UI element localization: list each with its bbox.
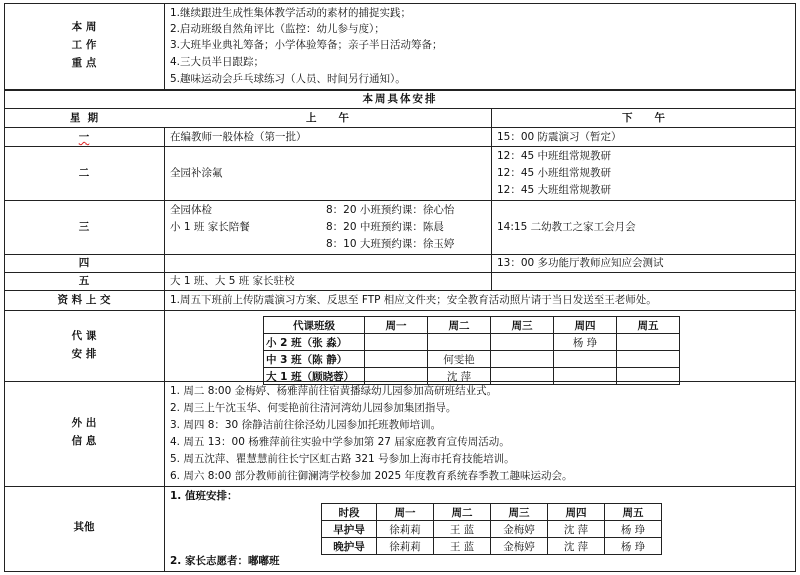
pm-event: 13：00 多功能厅教师应知应会测试 [497, 257, 664, 269]
outing-item: 2. 周三上午沈玉华、何雯艳前往清河湾幼儿园参加集团指导。 [170, 402, 457, 414]
pm-event: 15：00 防震演习（暂定） [497, 131, 622, 143]
outing-item: 5. 周五沈萍、瞿慧慧前往长宁区虹古路 321 号参加上海市托育技能培训。 [170, 453, 515, 465]
am-event: 在编教师一般体检（第一批） [170, 131, 307, 143]
divider [4, 146, 796, 147]
divider [491, 108, 492, 290]
divider [4, 486, 796, 487]
divider [4, 127, 796, 128]
divider [4, 310, 796, 311]
divider [4, 254, 796, 255]
other-label: 其他 [73, 521, 95, 533]
am-event: 全园体检 [170, 204, 212, 216]
day-column-header: 星 期 [69, 112, 99, 124]
focus-item: 4.三大员半日跟踪； [170, 56, 265, 68]
day-thursday: 四 [78, 257, 90, 269]
divider [164, 290, 165, 572]
outing-item: 6. 周六 8:00 部分教师前往御澜湾学校参加 2025 年度教育系统春季教工趣味运动会。 [170, 470, 573, 482]
am-event: 8：10 大班预约课：徐玉婷 [326, 238, 455, 250]
focus-item: 1.继续跟进生成性集体教学活动的素材的捕捉实践； [170, 7, 412, 19]
table-header-row: 时段 周一 周二 周三 周四 周五 [322, 504, 662, 521]
am-event: 小 1 班 家长陪餐 [170, 221, 250, 233]
volunteer-text: 2. 家长志愿者：嘟嘟班 [170, 555, 280, 567]
table-row: 早护导 徐莉莉 王 蓝 金梅婷 沈 萍 杨 琤 [322, 521, 662, 538]
materials-text: 1.周五下班前上传防震演习方案、反思至 FTP 相应文件夹；安全教育活动照片请于当日发送至王老师处。 [170, 294, 657, 306]
am-event: 8：20 中班预约课：陈晨 [326, 221, 444, 233]
pm-column-header: 下 午 [622, 112, 665, 124]
day-tuesday: 二 [78, 167, 90, 179]
divider [4, 272, 796, 273]
divider [4, 290, 796, 291]
divider [164, 127, 165, 290]
pm-event: 12：45 大班组常规教研 [497, 184, 612, 196]
am-event: 大 1 班、大 5 班 家长驻校 [170, 275, 295, 287]
divider [164, 3, 165, 89]
outing-item: 4. 周五 13：00 杨雅萍前往实验中学参加第 27 届家庭教育宣传周活动。 [170, 436, 510, 448]
day-monday: 一 [78, 131, 90, 143]
outing-item: 3. 周四 8：30 徐静洁前往徐泾幼儿园参加托班教师培训。 [170, 419, 442, 431]
focus-item: 2.启动班级自然角评比（监控：幼儿参与度）； [170, 23, 385, 35]
table-row: 中 3 班（陈 静） 何雯艳 [264, 351, 680, 368]
outings-label: 外 出 信 息 [71, 417, 97, 447]
pm-event: 12：45 小班组常规教研 [497, 167, 612, 179]
pm-event: 14:15 二幼教工之家工会月会 [497, 221, 636, 233]
duty-title: 1. 值班安排： [170, 490, 238, 502]
schedule-title: 本周具体安排 [362, 93, 438, 105]
divider [4, 200, 796, 201]
am-event: 8：20 小班预约课：徐心怡 [326, 204, 455, 216]
table-row: 大 1 班（顾晓蓉） 沈 萍 [264, 368, 680, 385]
focus-item: 5.趣味运动会乒乓球练习（人员、时间另行通知）。 [170, 73, 406, 85]
am-event: 全园补涂氟 [170, 167, 223, 179]
focus-item: 3.大班毕业典礼筹备；小学体验筹备；亲子半日活动筹备； [170, 39, 443, 51]
am-column-header: 上 午 [306, 112, 349, 124]
table-row: 小 2 班（张 淼） 杨 琤 [264, 334, 680, 351]
duty-table [321, 503, 662, 555]
day-wednesday: 三 [78, 221, 90, 233]
materials-label: 资 料 上 交 [57, 294, 111, 306]
table-row: 晚护导 徐莉莉 王 蓝 金梅婷 沈 萍 杨 琤 [322, 538, 662, 555]
pm-event: 12：45 中班组常规教研 [497, 150, 612, 162]
outing-item: 1. 周二 8:00 金梅婷、杨雅萍前往宿黄播绿幼儿园参加高研班结业式。 [170, 385, 498, 397]
day-friday: 五 [78, 275, 90, 287]
substitute-label: 代 课 安 排 [71, 330, 97, 360]
table-header-row: 代课班级 周一 周二 周三 周四 周五 [264, 317, 680, 334]
divider [4, 108, 796, 109]
focus-label: 本 周 工 作 重 点 [71, 21, 97, 69]
divider [4, 89, 796, 91]
substitute-table [263, 316, 680, 385]
